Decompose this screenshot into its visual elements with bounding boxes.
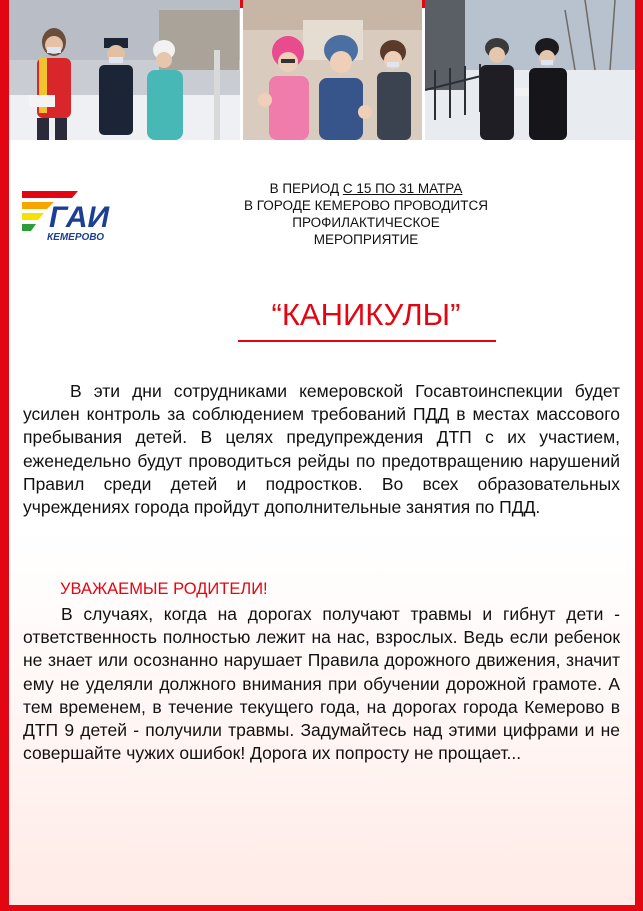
event-title: “КАНИКУЛЫ” (271, 297, 461, 332)
header-line-3: ПРОФИЛАКТИЧЕСКОЕ (292, 215, 440, 230)
header-line-2: В ГОРОДЕ КЕМЕРОВО ПРОВОДИТСЯ (243, 198, 488, 213)
photo-inspectors-street (9, 0, 240, 140)
parents-paragraph: В случаях, когда на дорогах получают травмы и гибнут дети - ответственность полностью лежит на нас, взрослых. Ведь если ребенок не знает или осознанно нарушает Правила дорожного движения, значит ему не уделяли должного внимания при обучении дорожной грамоте. А тем временем, в течение текущего года, на дорогах города Кемерово в ДТП 9 детей - получили травмы. Задумайтесь над этими цифрами и не совершайте чужих ошибок! Дорога их попросту не прощает... (23, 604, 620, 764)
photo-children (243, 0, 422, 140)
header-period-label: В ПЕРИОД (269, 181, 343, 196)
logo-city-text: КЕМЕРОВО (47, 232, 105, 243)
title-underline (238, 340, 496, 342)
header-line-4: МЕРОПРИЯТИЕ (313, 232, 419, 247)
gai-logo (14, 185, 136, 247)
info-paragraph: В эти дни сотрудниками кемеровской Госавтоинспекции будет усилен контроль за соблюдением требований ПДД в местах массового пребывания детей. В целях предупреждения ДТП с их участием, еженедельно будут проводиться рейды по предотвращению нарушений Правил среди детей и подростков. Во всех образовательных учреждениях города пройдут дополнительные занятия по ПДД. (23, 381, 620, 518)
event-header (200, 180, 532, 248)
parents-appeal-heading: УВАЖАЕМЫЕ РОДИТЕЛИ! (60, 580, 268, 598)
header-line-1 (200, 180, 532, 197)
logo-gai-text: ГАИ (49, 201, 110, 234)
photo-inspectors-parent (425, 0, 635, 140)
header-date-range: С 15 ПО 31 МАТРА (342, 181, 463, 196)
